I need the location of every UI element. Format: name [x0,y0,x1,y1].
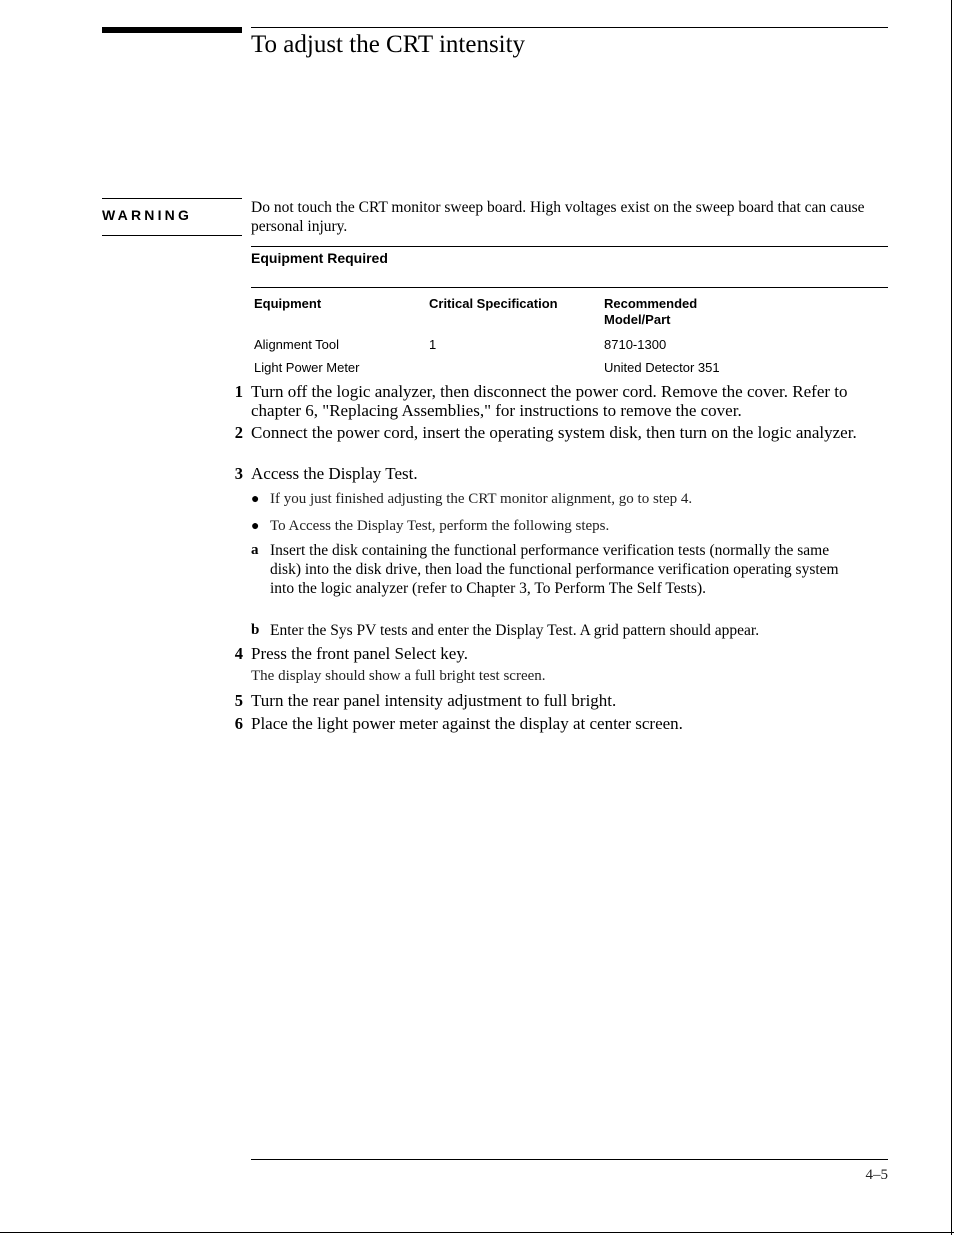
warning-rule-top [102,198,242,199]
step-number: 2 [234,423,243,442]
bullet-text: To Access the Display Test, perform the following steps. [270,518,610,534]
scan-edge-bottom [0,1232,954,1233]
step-number: 5 [234,691,243,710]
substep-text: Enter the Sys PV tests and enter the Display Test. A grid pattern should appear. [270,622,760,639]
table-cell-equipment: Alignment Tool [254,337,340,352]
warning-text: Do not touch the CRT monitor sweep board. High voltages exist on the sweep board that can cause personal injury. [251,199,865,235]
step-number: 3 [234,464,243,483]
col-header-equipment: Equipment [254,296,322,311]
table-cell-model: 8710-1300 [604,337,667,352]
col-header-model-line2: Model/Part [604,311,671,327]
substep-letter: a [251,542,259,558]
bullet-text: If you just finished adjusting the CRT monitor alignment, go to step 4. [270,491,693,507]
col-header-model-line1: Recommended [604,296,698,311]
step-note: The display should show a full bright test screen. [251,668,546,684]
scan-edge-right [951,0,952,1235]
footer-rule [251,1159,888,1160]
equipment-rule-header [251,287,888,288]
table-cell-model: United Detector 351 [604,360,720,375]
page-number: 4–5 [865,1167,888,1183]
equipment-heading: Equipment Required [251,250,388,266]
step-number: 6 [234,714,243,733]
step-text: Press the front panel Select key. [251,644,468,663]
step-text: Connect the power cord, insert the operating system disk, then turn on the logic analyzer. [251,423,857,442]
warning-label: WARNING [102,207,193,223]
step-number: 4 [234,644,243,663]
col-header-model [604,296,697,327]
table-cell-spec: 1 [429,337,437,352]
warning-rule-bottom [102,235,242,236]
table-cell-equipment: Light Power Meter [254,360,360,375]
equipment-rule-top [251,246,888,247]
col-header-critical-spec: Critical Specification [429,296,558,311]
bullet-icon: ● [251,519,260,534]
step-text: Place the light power meter against the display at center screen. [251,714,683,733]
step-number: 1 [234,382,243,401]
header-rule [251,27,888,28]
substep-text: Insert the disk containing the functional performance verification tests (normally the same disk) into the disk drive, then load the functional performance verification operating system into the logic analyzer (refer to Chapter 3, To Perform The Self Tests). [270,542,839,597]
substep-letter: b [251,622,260,638]
bullet-icon: ● [251,492,260,507]
page-title: To adjust the CRT intensity [251,31,526,58]
step-text: Turn off the logic analyzer, then disconnect the power cord. Remove the cover. Refer to chapter 6, "Replacing Assemblies," for instructions to remove the cover. [251,382,848,420]
header-bar-thick [102,27,242,33]
step-text: Turn the rear panel intensity adjustment to full bright. [251,691,617,710]
step-text: Access the Display Test. [251,464,418,483]
